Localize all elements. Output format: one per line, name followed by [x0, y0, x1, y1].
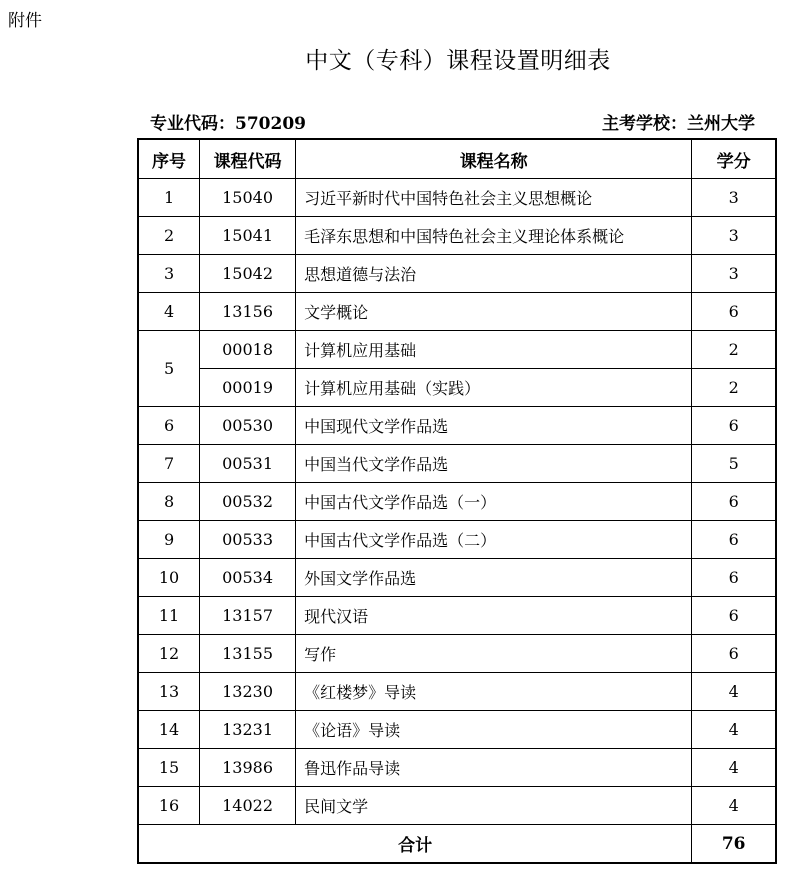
- row-index: 2: [138, 217, 200, 255]
- row-index: 7: [138, 445, 200, 483]
- row-index: 6: [138, 407, 200, 445]
- row-code: 00018: [200, 331, 296, 369]
- row-code: 00532: [200, 483, 296, 521]
- row-name: 计算机应用基础（实践）: [296, 369, 692, 407]
- row-name: 习近平新时代中国特色社会主义思想概论: [296, 179, 692, 217]
- row-code: 13230: [200, 673, 296, 711]
- row-index: 9: [138, 521, 200, 559]
- table-row: [138, 445, 776, 483]
- row-index: 12: [138, 635, 200, 673]
- row-name: 思想道德与法治: [296, 255, 692, 293]
- row-credit: 6: [692, 483, 776, 521]
- header-code: 课程代码: [200, 139, 296, 179]
- total-credit: 76: [692, 825, 776, 864]
- row-credit: 4: [692, 673, 776, 711]
- row-credit: 2: [692, 369, 776, 407]
- row-credit: 6: [692, 597, 776, 635]
- row-credit: 5: [692, 445, 776, 483]
- table-row: [138, 217, 776, 255]
- table-row: [138, 787, 776, 825]
- table-row: [138, 483, 776, 521]
- row-credit: 2: [692, 331, 776, 369]
- row-name: 计算机应用基础: [296, 331, 692, 369]
- row-name: 《红楼梦》导读: [296, 673, 692, 711]
- table-row: [138, 673, 776, 711]
- row-code: 13155: [200, 635, 296, 673]
- total-label: 合计: [138, 825, 692, 864]
- attachment-label: 附件: [8, 11, 42, 31]
- row-credit: 6: [692, 635, 776, 673]
- row-index: 8: [138, 483, 200, 521]
- row-credit: 6: [692, 407, 776, 445]
- header-credit: 学分: [692, 139, 776, 179]
- page-title: 中文（专科）课程设置明细表: [305, 48, 611, 74]
- row-index: 15: [138, 749, 200, 787]
- row-code: 14022: [200, 787, 296, 825]
- row-name: 《论语》导读: [296, 711, 692, 749]
- table-row: [138, 293, 776, 331]
- row-name: 现代汉语: [296, 597, 692, 635]
- row-code: 13156: [200, 293, 296, 331]
- row-credit: 6: [692, 559, 776, 597]
- table-row: [138, 369, 776, 407]
- row-code: 15042: [200, 255, 296, 293]
- row-index: 10: [138, 559, 200, 597]
- row-code: 00533: [200, 521, 296, 559]
- row-code: 00534: [200, 559, 296, 597]
- row-code: 00531: [200, 445, 296, 483]
- row-name: 民间文学: [296, 787, 692, 825]
- table-row: [138, 711, 776, 749]
- row-index: 14: [138, 711, 200, 749]
- row-name: 中国当代文学作品选: [296, 445, 692, 483]
- row-name: 中国现代文学作品选: [296, 407, 692, 445]
- course-table: [137, 138, 777, 864]
- row-code: 13986: [200, 749, 296, 787]
- row-credit: 4: [692, 749, 776, 787]
- header-index: 序号: [138, 139, 200, 179]
- row-code: 00530: [200, 407, 296, 445]
- row-code: 13231: [200, 711, 296, 749]
- row-index: 1: [138, 179, 200, 217]
- row-credit: 3: [692, 255, 776, 293]
- row-code: 13157: [200, 597, 296, 635]
- table-header-row: [138, 139, 776, 179]
- row-name: 鲁迅作品导读: [296, 749, 692, 787]
- row-index: 16: [138, 787, 200, 825]
- row-credit: 4: [692, 787, 776, 825]
- row-name: 毛泽东思想和中国特色社会主义理论体系概论: [296, 217, 692, 255]
- row-name: 写作: [296, 635, 692, 673]
- row-credit: 3: [692, 217, 776, 255]
- row-name: 外国文学作品选: [296, 559, 692, 597]
- table-row: [138, 749, 776, 787]
- major-code: 专业代码：570209: [150, 114, 306, 134]
- table-row: [138, 559, 776, 597]
- table-row: [138, 407, 776, 445]
- table-row: [138, 255, 776, 293]
- table-row: [138, 597, 776, 635]
- row-index: 13: [138, 673, 200, 711]
- row-index: 5: [138, 331, 200, 407]
- row-code: 15040: [200, 179, 296, 217]
- row-index: 11: [138, 597, 200, 635]
- row-credit: 6: [692, 521, 776, 559]
- exam-school: 主考学校：兰州大学: [602, 114, 755, 134]
- row-index: 3: [138, 255, 200, 293]
- row-credit: 6: [692, 293, 776, 331]
- table-row: [138, 179, 776, 217]
- table-row: [138, 635, 776, 673]
- table-row: [138, 521, 776, 559]
- row-name: 中国古代文学作品选（一）: [296, 483, 692, 521]
- row-credit: 3: [692, 179, 776, 217]
- row-code: 00019: [200, 369, 296, 407]
- total-row: [138, 825, 776, 864]
- header-name: 课程名称: [296, 139, 692, 179]
- row-index: 4: [138, 293, 200, 331]
- row-code: 15041: [200, 217, 296, 255]
- table-row: [138, 331, 776, 369]
- row-credit: 4: [692, 711, 776, 749]
- row-name: 文学概论: [296, 293, 692, 331]
- row-name: 中国古代文学作品选（二）: [296, 521, 692, 559]
